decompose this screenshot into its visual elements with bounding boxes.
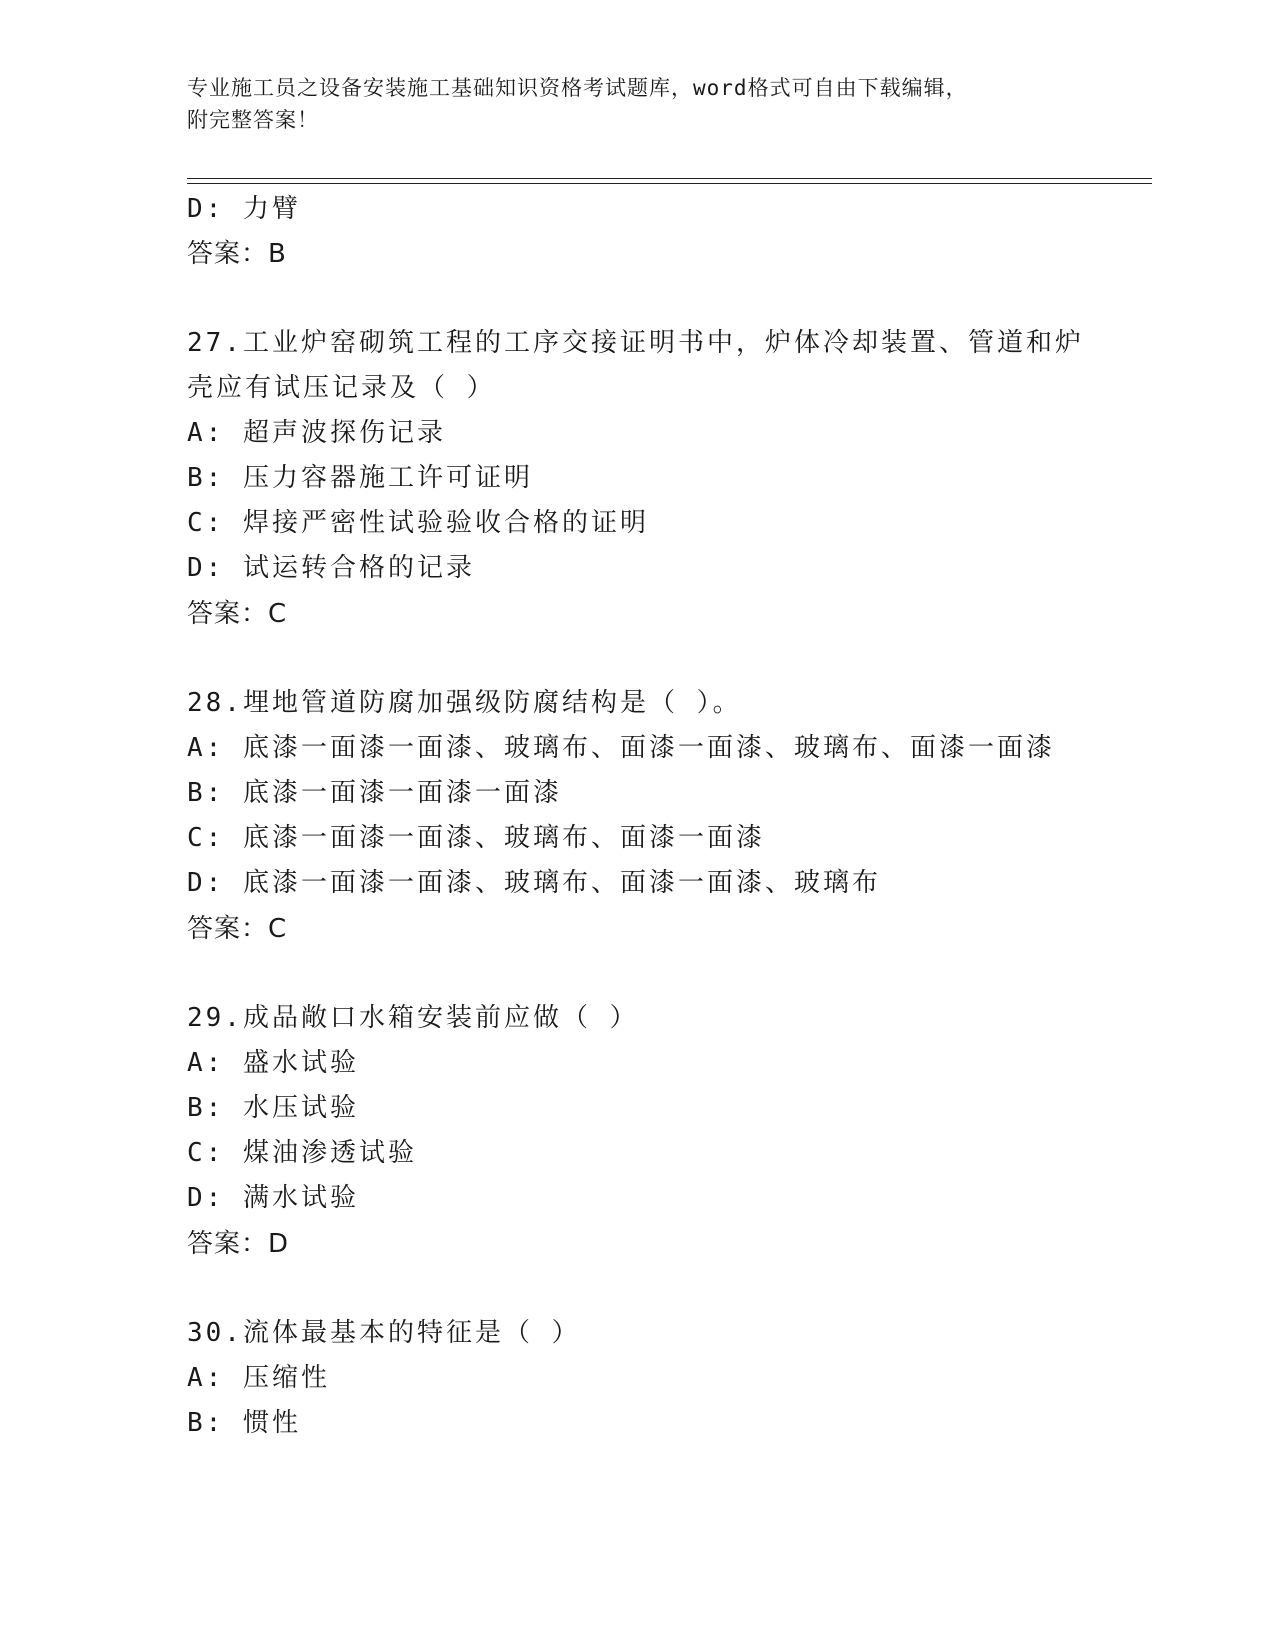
- q29-option-b: B: 水压试验: [187, 1093, 359, 1123]
- q30-option-a: A: 压缩性: [187, 1363, 330, 1393]
- q27-option-d: D: 试运转合格的记录: [187, 553, 475, 583]
- q27-stem-line-2: 壳应有试压记录及（ ）: [187, 373, 496, 403]
- q28-stem-line-1: 28.埋地管道防腐加强级防腐结构是（ ）。: [187, 688, 742, 718]
- q29-stem-line-1: 29.成品敞口水箱安装前应做（ ）: [187, 1003, 639, 1033]
- q28-option-a: A: 底漆一面漆一面漆、玻璃布、面漆一面漆、玻璃布、面漆一面漆: [187, 733, 1055, 763]
- q28-option-c: C: 底漆一面漆一面漆、玻璃布、面漆一面漆: [187, 823, 765, 853]
- page-header: [187, 72, 1087, 136]
- q30-stem-line-1: 30.流体最基本的特征是（ ）: [187, 1318, 581, 1348]
- q28-answer: 答案：C: [187, 914, 288, 944]
- q27-stem-line-1: 27.工业炉窑砌筑工程的工序交接证明书中，炉体冷却装置、管道和炉: [187, 328, 1084, 358]
- q27-option-c: C: 焊接严密性试验验收合格的证明: [187, 508, 649, 538]
- header-line-1: 专业施工员之设备安装施工基础知识资格考试题库，word格式可自由下载编辑，: [187, 76, 968, 100]
- q27-answer: 答案：C: [187, 599, 288, 629]
- q29-option-d: D: 满水试验: [187, 1183, 359, 1213]
- q26-answer: 答案：B: [187, 239, 287, 269]
- q26-option-d: D: 力臂: [187, 194, 301, 224]
- q28-option-d: D: 底漆一面漆一面漆、玻璃布、面漆一面漆、玻璃布: [187, 868, 881, 898]
- q30-option-b: B: 惯性: [187, 1408, 301, 1438]
- q29-answer: 答案：D: [187, 1229, 290, 1259]
- header-line-2: 附完整答案！: [187, 108, 319, 132]
- q27-option-b: B: 压力容器施工许可证明: [187, 463, 533, 493]
- q28-option-b: B: 底漆一面漆一面漆一面漆: [187, 778, 562, 808]
- header-divider: [187, 178, 1152, 184]
- q29-option-c: C: 煤油渗透试验: [187, 1138, 417, 1168]
- q27-option-a: A: 超声波探伤记录: [187, 418, 446, 448]
- q29-option-a: A: 盛水试验: [187, 1048, 359, 1078]
